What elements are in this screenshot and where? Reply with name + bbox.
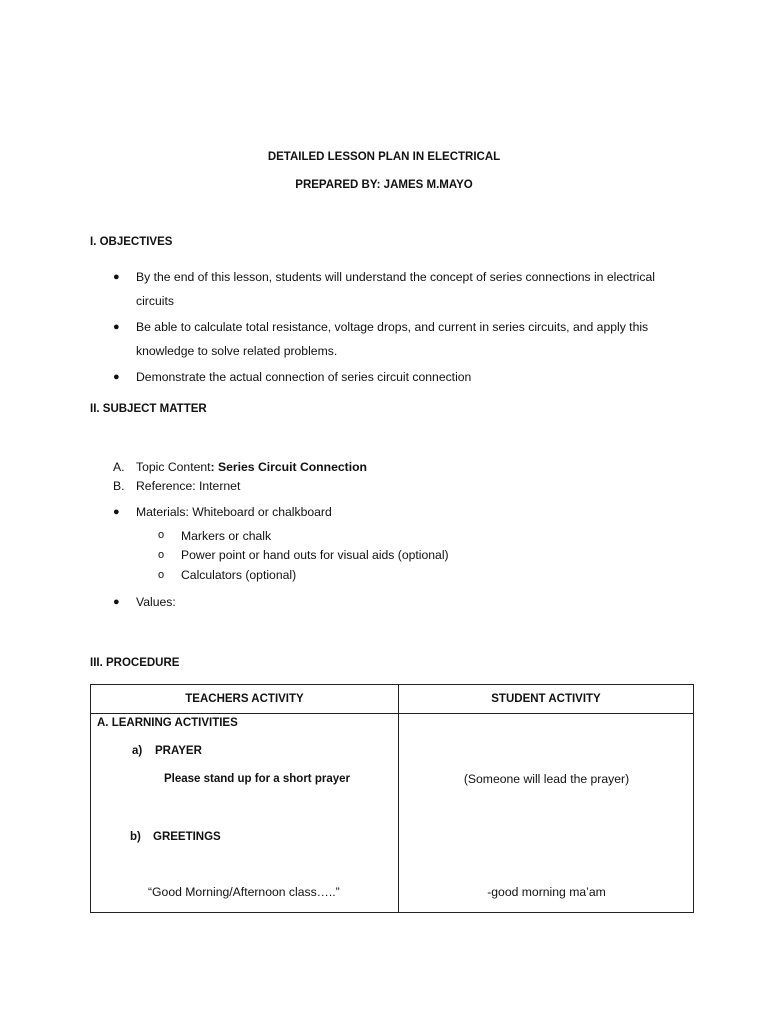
bullet-icon: ●: [113, 321, 120, 333]
reference-text: Reference: Internet: [136, 479, 241, 493]
bullet-icon: ●: [113, 506, 120, 518]
objective-2-line2: knowledge to solve related problems.: [136, 344, 338, 358]
objectives-heading: I. OBJECTIVES: [90, 236, 173, 248]
greetings-label: GREETINGS: [153, 831, 221, 843]
values-text: Values:: [136, 595, 176, 609]
objective-1-line1: By the end of this lesson, students will understand the concept of series connections in electrical: [136, 270, 655, 284]
sub-bullet-icon: o: [158, 549, 165, 561]
topic-value: : Series Circuit Connection: [210, 460, 367, 474]
materials-text: Materials: Whiteboard or chalkboard: [136, 505, 332, 519]
objective-1-line2: circuits: [136, 294, 174, 308]
prayer-student-text: (Someone will lead the prayer): [463, 772, 630, 786]
topic-content: [136, 460, 367, 474]
student-activity-header: STUDENT ACTIVITY: [399, 685, 694, 714]
greetings-teacher-text: “Good Morning/Afternoon class…..”: [148, 885, 340, 899]
sub-bullet-icon: o: [158, 529, 165, 541]
learning-activities-label: A. LEARNING ACTIVITIES: [97, 717, 238, 729]
prayer-teacher-text: Please stand up for a short prayer: [164, 773, 350, 785]
procedure-table: [90, 684, 694, 913]
student-activity-cell: [399, 714, 694, 913]
table-header-row: [91, 685, 694, 714]
table-row: [91, 714, 694, 913]
material-item: Power point or hand outs for visual aids (optional): [181, 548, 449, 562]
objective-3: Demonstrate the actual connection of series circuit connection: [136, 370, 472, 384]
bullet-icon: ●: [113, 271, 120, 283]
prepared-by: PREPARED BY: JAMES M.MAYO: [295, 179, 473, 191]
teacher-activity-cell: [91, 714, 399, 913]
material-item: Calculators (optional): [181, 568, 297, 582]
greetings-marker: b): [130, 831, 141, 843]
bullet-icon: ●: [113, 596, 120, 608]
topic-marker: A.: [113, 460, 125, 474]
prayer-label: PRAYER: [155, 745, 202, 757]
subject-matter-heading: II. SUBJECT MATTER: [90, 403, 207, 415]
sub-bullet-icon: o: [158, 569, 165, 581]
greetings-student-text: -good morning ma’am: [487, 885, 606, 899]
procedure-heading: III. PROCEDURE: [90, 657, 180, 669]
teacher-activity-header: TEACHERS ACTIVITY: [91, 685, 399, 714]
bullet-icon: ●: [113, 371, 120, 383]
material-item: Markers or chalk: [181, 529, 272, 543]
objective-2-line1: Be able to calculate total resistance, voltage drops, and current in series circuits, and apply this: [136, 320, 649, 334]
prayer-marker: a): [132, 745, 143, 757]
topic-label: Topic Content: [136, 460, 211, 474]
reference-marker: B.: [113, 479, 125, 493]
document-title: DETAILED LESSON PLAN IN ELECTRICAL: [267, 151, 501, 163]
